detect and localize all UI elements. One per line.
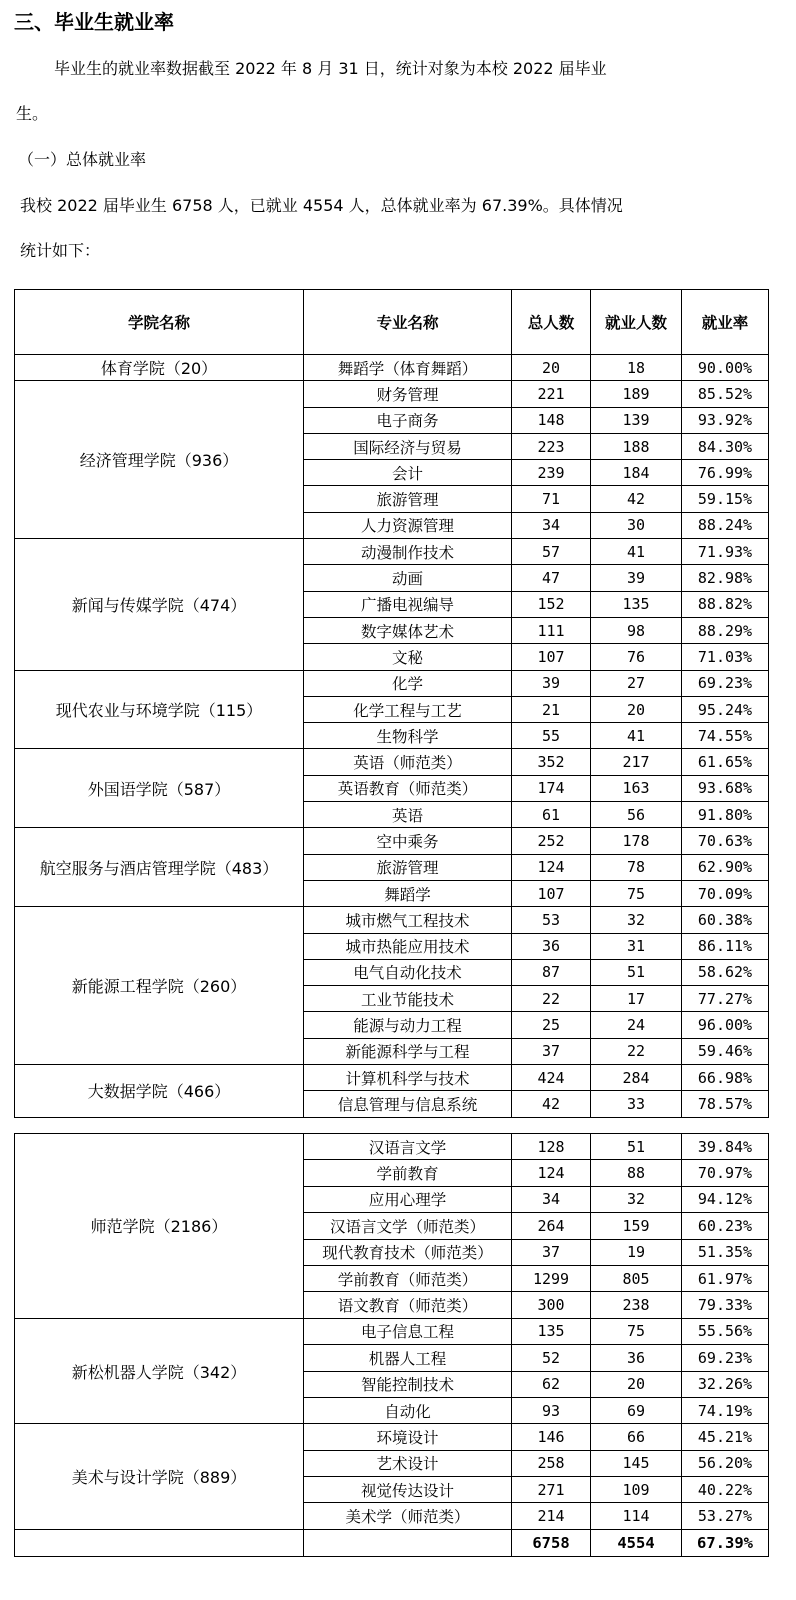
table-row xyxy=(15,381,769,407)
table-row xyxy=(15,670,769,696)
major-name-cell: 空中乘务 xyxy=(304,828,512,854)
grand-total-rate: 67.39% xyxy=(682,1529,769,1556)
total-count-cell: 20 xyxy=(512,355,591,381)
table-row xyxy=(15,539,769,565)
major-name-cell: 英语 xyxy=(304,802,512,828)
total-count-cell: 36 xyxy=(512,933,591,959)
major-name-cell: 汉语言文学 xyxy=(304,1134,512,1160)
employed-count-cell: 76 xyxy=(591,644,682,670)
header-total: 总人数 xyxy=(512,290,591,355)
employment-rate-cell: 51.35% xyxy=(682,1239,769,1265)
table-row xyxy=(15,1065,769,1091)
table-row xyxy=(15,828,769,854)
total-row xyxy=(15,1529,769,1556)
total-count-cell: 107 xyxy=(512,644,591,670)
total-count-cell: 148 xyxy=(512,407,591,433)
employed-count-cell: 135 xyxy=(591,591,682,617)
major-name-cell: 旅游管理 xyxy=(304,854,512,880)
employment-rate-cell: 59.15% xyxy=(682,486,769,512)
employed-count-cell: 39 xyxy=(591,565,682,591)
college-name-cell: 航空服务与酒店管理学院（483） xyxy=(15,828,304,907)
employed-count-cell: 56 xyxy=(591,802,682,828)
employed-count-cell: 217 xyxy=(591,749,682,775)
major-name-cell: 会计 xyxy=(304,460,512,486)
employment-rate-cell: 96.00% xyxy=(682,1012,769,1038)
employed-count-cell: 75 xyxy=(591,1318,682,1344)
table-row xyxy=(15,907,769,933)
total-count-cell: 252 xyxy=(512,828,591,854)
major-name-cell: 国际经济与贸易 xyxy=(304,433,512,459)
major-name-cell: 城市燃气工程技术 xyxy=(304,907,512,933)
table-header-row xyxy=(15,290,769,355)
employed-count-cell: 20 xyxy=(591,1371,682,1397)
total-count-cell: 107 xyxy=(512,880,591,906)
table-row xyxy=(15,1318,769,1344)
major-name-cell: 舞蹈学 xyxy=(304,880,512,906)
employment-rate-cell: 69.23% xyxy=(682,670,769,696)
major-name-cell: 动漫制作技术 xyxy=(304,539,512,565)
employed-count-cell: 32 xyxy=(591,907,682,933)
employment-rate-cell: 39.84% xyxy=(682,1134,769,1160)
employed-count-cell: 41 xyxy=(591,539,682,565)
total-count-cell: 174 xyxy=(512,775,591,801)
employment-table-part1 xyxy=(14,289,769,1118)
major-name-cell: 艺术设计 xyxy=(304,1450,512,1476)
employment-rate-cell: 60.38% xyxy=(682,907,769,933)
employed-count-cell: 36 xyxy=(591,1345,682,1371)
total-count-cell: 71 xyxy=(512,486,591,512)
employed-count-cell: 17 xyxy=(591,986,682,1012)
employed-count-cell: 805 xyxy=(591,1265,682,1291)
total-count-cell: 424 xyxy=(512,1065,591,1091)
employment-rate-cell: 66.98% xyxy=(682,1065,769,1091)
major-name-cell: 旅游管理 xyxy=(304,486,512,512)
table-row xyxy=(15,749,769,775)
total-count-cell: 223 xyxy=(512,433,591,459)
employment-rate-cell: 88.29% xyxy=(682,617,769,643)
total-count-cell: 221 xyxy=(512,381,591,407)
total-count-cell: 124 xyxy=(512,1160,591,1186)
employment-rate-cell: 45.21% xyxy=(682,1424,769,1450)
header-college: 学院名称 xyxy=(15,290,304,355)
total-blank-cell xyxy=(15,1529,304,1556)
major-name-cell: 美术学（师范类） xyxy=(304,1503,512,1529)
employment-rate-cell: 76.99% xyxy=(682,460,769,486)
employed-count-cell: 98 xyxy=(591,617,682,643)
employment-table-part2 xyxy=(14,1133,769,1557)
employed-count-cell: 51 xyxy=(591,959,682,985)
employed-count-cell: 139 xyxy=(591,407,682,433)
total-count-cell: 1299 xyxy=(512,1265,591,1291)
college-name-cell: 新闻与传媒学院（474） xyxy=(15,539,304,670)
college-name-cell: 现代农业与环境学院（115） xyxy=(15,670,304,749)
major-name-cell: 电气自动化技术 xyxy=(304,959,512,985)
grand-total-count: 6758 xyxy=(512,1529,591,1556)
major-name-cell: 生物科学 xyxy=(304,723,512,749)
major-name-cell: 机器人工程 xyxy=(304,1345,512,1371)
college-name-cell: 新能源工程学院（260） xyxy=(15,907,304,1065)
employed-count-cell: 66 xyxy=(591,1424,682,1450)
employment-rate-cell: 93.92% xyxy=(682,407,769,433)
employed-count-cell: 32 xyxy=(591,1186,682,1212)
total-count-cell: 21 xyxy=(512,696,591,722)
major-name-cell: 工业节能技术 xyxy=(304,986,512,1012)
employment-rate-cell: 70.09% xyxy=(682,880,769,906)
employed-count-cell: 109 xyxy=(591,1477,682,1503)
total-count-cell: 57 xyxy=(512,539,591,565)
employment-rate-cell: 40.22% xyxy=(682,1477,769,1503)
major-name-cell: 人力资源管理 xyxy=(304,512,512,538)
total-count-cell: 93 xyxy=(512,1397,591,1423)
employed-count-cell: 184 xyxy=(591,460,682,486)
major-name-cell: 应用心理学 xyxy=(304,1186,512,1212)
total-count-cell: 62 xyxy=(512,1371,591,1397)
employment-rate-cell: 85.52% xyxy=(682,381,769,407)
employed-count-cell: 145 xyxy=(591,1450,682,1476)
major-name-cell: 能源与动力工程 xyxy=(304,1012,512,1038)
employed-count-cell: 69 xyxy=(591,1397,682,1423)
major-name-cell: 化学 xyxy=(304,670,512,696)
employment-rate-cell: 62.90% xyxy=(682,854,769,880)
employment-rate-cell: 82.98% xyxy=(682,565,769,591)
total-count-cell: 300 xyxy=(512,1292,591,1318)
employed-count-cell: 33 xyxy=(591,1091,682,1117)
college-name-cell: 经济管理学院（936） xyxy=(15,381,304,539)
total-count-cell: 111 xyxy=(512,617,591,643)
college-name-cell: 美术与设计学院（889） xyxy=(15,1424,304,1530)
major-name-cell: 文秘 xyxy=(304,644,512,670)
employed-count-cell: 30 xyxy=(591,512,682,538)
employment-rate-cell: 77.27% xyxy=(682,986,769,1012)
total-count-cell: 37 xyxy=(512,1038,591,1064)
total-count-cell: 152 xyxy=(512,591,591,617)
employed-count-cell: 238 xyxy=(591,1292,682,1318)
grand-total-employed: 4554 xyxy=(591,1529,682,1556)
header-rate: 就业率 xyxy=(682,290,769,355)
section-heading: 三、毕业生就业率 xyxy=(14,10,174,34)
total-count-cell: 124 xyxy=(512,854,591,880)
intro-paragraph-line2: 生。 xyxy=(16,104,49,123)
employment-rate-cell: 79.33% xyxy=(682,1292,769,1318)
employment-rate-cell: 94.12% xyxy=(682,1186,769,1212)
employment-rate-cell: 61.65% xyxy=(682,749,769,775)
employed-count-cell: 31 xyxy=(591,933,682,959)
total-blank-cell xyxy=(304,1529,512,1556)
major-name-cell: 财务管理 xyxy=(304,381,512,407)
employment-rate-cell: 78.57% xyxy=(682,1091,769,1117)
major-name-cell: 自动化 xyxy=(304,1397,512,1423)
total-count-cell: 42 xyxy=(512,1091,591,1117)
employment-rate-cell: 84.30% xyxy=(682,433,769,459)
employed-count-cell: 42 xyxy=(591,486,682,512)
employment-rate-cell: 60.23% xyxy=(682,1213,769,1239)
major-name-cell: 汉语言文学（师范类） xyxy=(304,1213,512,1239)
employment-rate-cell: 61.97% xyxy=(682,1265,769,1291)
total-count-cell: 34 xyxy=(512,512,591,538)
major-name-cell: 英语（师范类） xyxy=(304,749,512,775)
employment-rate-cell: 86.11% xyxy=(682,933,769,959)
total-count-cell: 352 xyxy=(512,749,591,775)
employment-rate-cell: 74.19% xyxy=(682,1397,769,1423)
major-name-cell: 视觉传达设计 xyxy=(304,1477,512,1503)
table-row xyxy=(15,1134,769,1160)
table-row xyxy=(15,355,769,381)
total-count-cell: 264 xyxy=(512,1213,591,1239)
employment-rate-cell: 70.97% xyxy=(682,1160,769,1186)
employed-count-cell: 78 xyxy=(591,854,682,880)
major-name-cell: 广播电视编导 xyxy=(304,591,512,617)
employment-rate-cell: 91.80% xyxy=(682,802,769,828)
college-name-cell: 新松机器人学院（342） xyxy=(15,1318,304,1424)
major-name-cell: 现代教育技术（师范类） xyxy=(304,1239,512,1265)
major-name-cell: 化学工程与工艺 xyxy=(304,696,512,722)
major-name-cell: 舞蹈学（体育舞蹈） xyxy=(304,355,512,381)
college-name-cell: 体育学院（20） xyxy=(15,355,304,381)
employment-rate-cell: 71.93% xyxy=(682,539,769,565)
total-count-cell: 135 xyxy=(512,1318,591,1344)
employed-count-cell: 22 xyxy=(591,1038,682,1064)
employed-count-cell: 114 xyxy=(591,1503,682,1529)
summary-paragraph-line2: 统计如下： xyxy=(20,241,101,260)
employment-rate-cell: 70.63% xyxy=(682,828,769,854)
total-count-cell: 146 xyxy=(512,1424,591,1450)
college-name-cell: 师范学院（2186） xyxy=(15,1134,304,1319)
major-name-cell: 数字媒体艺术 xyxy=(304,617,512,643)
total-count-cell: 87 xyxy=(512,959,591,985)
total-count-cell: 61 xyxy=(512,802,591,828)
total-count-cell: 128 xyxy=(512,1134,591,1160)
employed-count-cell: 24 xyxy=(591,1012,682,1038)
employed-count-cell: 189 xyxy=(591,381,682,407)
major-name-cell: 新能源科学与工程 xyxy=(304,1038,512,1064)
total-count-cell: 53 xyxy=(512,907,591,933)
employed-count-cell: 88 xyxy=(591,1160,682,1186)
employed-count-cell: 41 xyxy=(591,723,682,749)
header-employed: 就业人数 xyxy=(591,290,682,355)
employment-rate-cell: 56.20% xyxy=(682,1450,769,1476)
employment-rate-cell: 58.62% xyxy=(682,959,769,985)
employment-rate-cell: 74.55% xyxy=(682,723,769,749)
major-name-cell: 电子商务 xyxy=(304,407,512,433)
header-major: 专业名称 xyxy=(304,290,512,355)
employed-count-cell: 19 xyxy=(591,1239,682,1265)
employed-count-cell: 27 xyxy=(591,670,682,696)
intro-paragraph-line1: 毕业生的就业率数据截至 2022 年 8 月 31 日，统计对象为本校 2022 届毕业 xyxy=(54,59,607,78)
employed-count-cell: 18 xyxy=(591,355,682,381)
major-name-cell: 动画 xyxy=(304,565,512,591)
table-row xyxy=(15,1424,769,1450)
total-count-cell: 22 xyxy=(512,986,591,1012)
employment-rate-cell: 32.26% xyxy=(682,1371,769,1397)
employed-count-cell: 188 xyxy=(591,433,682,459)
college-name-cell: 大数据学院（466） xyxy=(15,1065,304,1118)
major-name-cell: 信息管理与信息系统 xyxy=(304,1091,512,1117)
employment-rate-cell: 71.03% xyxy=(682,644,769,670)
major-name-cell: 城市热能应用技术 xyxy=(304,933,512,959)
total-count-cell: 214 xyxy=(512,1503,591,1529)
major-name-cell: 计算机科学与技术 xyxy=(304,1065,512,1091)
employed-count-cell: 163 xyxy=(591,775,682,801)
total-count-cell: 34 xyxy=(512,1186,591,1212)
major-name-cell: 智能控制技术 xyxy=(304,1371,512,1397)
employment-rate-cell: 90.00% xyxy=(682,355,769,381)
employment-rate-cell: 88.82% xyxy=(682,591,769,617)
major-name-cell: 电子信息工程 xyxy=(304,1318,512,1344)
major-name-cell: 环境设计 xyxy=(304,1424,512,1450)
major-name-cell: 英语教育（师范类） xyxy=(304,775,512,801)
total-count-cell: 25 xyxy=(512,1012,591,1038)
total-count-cell: 239 xyxy=(512,460,591,486)
total-count-cell: 55 xyxy=(512,723,591,749)
employment-rate-cell: 95.24% xyxy=(682,696,769,722)
major-name-cell: 学前教育（师范类） xyxy=(304,1265,512,1291)
subheading: （一）总体就业率 xyxy=(18,150,147,169)
employed-count-cell: 159 xyxy=(591,1213,682,1239)
total-count-cell: 258 xyxy=(512,1450,591,1476)
employment-rate-cell: 55.56% xyxy=(682,1318,769,1344)
total-count-cell: 39 xyxy=(512,670,591,696)
total-count-cell: 47 xyxy=(512,565,591,591)
total-count-cell: 271 xyxy=(512,1477,591,1503)
employment-rate-cell: 59.46% xyxy=(682,1038,769,1064)
employed-count-cell: 51 xyxy=(591,1134,682,1160)
employed-count-cell: 284 xyxy=(591,1065,682,1091)
major-name-cell: 学前教育 xyxy=(304,1160,512,1186)
college-name-cell: 外国语学院（587） xyxy=(15,749,304,828)
employment-rate-cell: 88.24% xyxy=(682,512,769,538)
employed-count-cell: 20 xyxy=(591,696,682,722)
total-count-cell: 37 xyxy=(512,1239,591,1265)
employed-count-cell: 75 xyxy=(591,880,682,906)
employment-rate-cell: 69.23% xyxy=(682,1345,769,1371)
employment-rate-cell: 93.68% xyxy=(682,775,769,801)
major-name-cell: 语文教育（师范类） xyxy=(304,1292,512,1318)
summary-paragraph-line1: 我校 2022 届毕业生 6758 人，已就业 4554 人，总体就业率为 67.39%。具体情况 xyxy=(20,196,623,215)
employment-rate-cell: 53.27% xyxy=(682,1503,769,1529)
employed-count-cell: 178 xyxy=(591,828,682,854)
total-count-cell: 52 xyxy=(512,1345,591,1371)
